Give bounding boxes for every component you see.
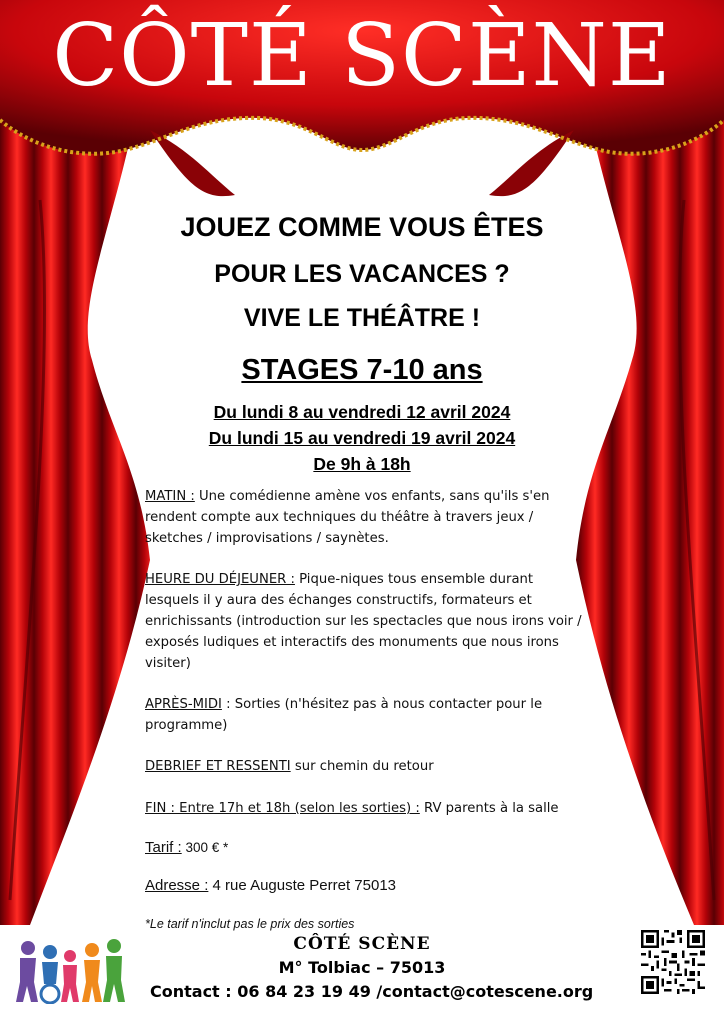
- end-text: RV parents à la salle: [419, 801, 559, 816]
- program-end: [145, 798, 585, 819]
- footer-metro: M° Tolbiac – 75013: [278, 958, 446, 977]
- debrief-label: DEBRIEF ET RESSENTI: [145, 759, 291, 774]
- program-debrief: [145, 756, 585, 777]
- qr-code-icon[interactable]: [641, 930, 705, 994]
- lunch-text: Pique-niques tous ensemble durant lesquels il y aura des échanges constructifs, formateurs et enrichissants (introduction sur les spectacles que nous irons voir / exposés ludiques et interactifs des monuments que nous irons visiter): [145, 572, 582, 671]
- program-afternoon: [145, 694, 585, 736]
- date-line-1: Du lundi 8 au vendredi 12 avril 2024: [213, 402, 511, 422]
- end-label: FIN : Entre 17h et 18h (selon les sorties) :: [145, 801, 420, 816]
- headline-line-3: VIVE LE THÉÂTRE !: [243, 304, 481, 332]
- headline-line-2: POUR LES VACANCES ?: [214, 260, 510, 288]
- price-value: 300 € *: [181, 840, 229, 855]
- morning-label: MATIN :: [145, 489, 195, 504]
- morning-text: Une comédienne amène vos enfants, sans qu'ils s'en rendent compte aux techniques du théâtre à travers jeux / sketches / improvisations / saynètes.: [145, 489, 550, 546]
- date-line-2: Du lundi 15 au vendredi 19 avril 2024: [208, 428, 516, 448]
- footer-contact: Contact : 06 84 23 19 49 /contact@cotescene.org: [150, 982, 594, 1001]
- price-label: Tarif :: [145, 839, 182, 856]
- afternoon-label: APRÈS-MIDI: [145, 697, 222, 712]
- address-line: [145, 875, 585, 896]
- brand-title: CÔTÉ SCÈNE: [52, 6, 672, 106]
- people-group-icon: [14, 936, 134, 1004]
- lunch-label: HEURE DU DÉJEUNER :: [145, 572, 295, 587]
- address-value: 4 rue Auguste Perret 75013: [208, 877, 397, 894]
- afternoon-text: : Sorties (n'hésitez pas à nous contacter pour le programme): [145, 697, 543, 733]
- price-note: *Le tarif n'inclut pas le prix des sorties: [145, 917, 355, 931]
- debrief-text: sur chemin du retour: [290, 759, 434, 774]
- program-lunch: [145, 569, 585, 674]
- address-label: Adresse :: [145, 877, 209, 894]
- program-morning: [145, 486, 585, 549]
- stages-title: STAGES 7-10 ans: [241, 354, 483, 386]
- headline-line-1: JOUEZ COMME VOUS ÊTES: [180, 212, 544, 242]
- hours-line: De 9h à 18h: [313, 454, 411, 474]
- price-line: [145, 837, 585, 858]
- footer-brand: CÔTÉ SCÈNE: [293, 934, 431, 954]
